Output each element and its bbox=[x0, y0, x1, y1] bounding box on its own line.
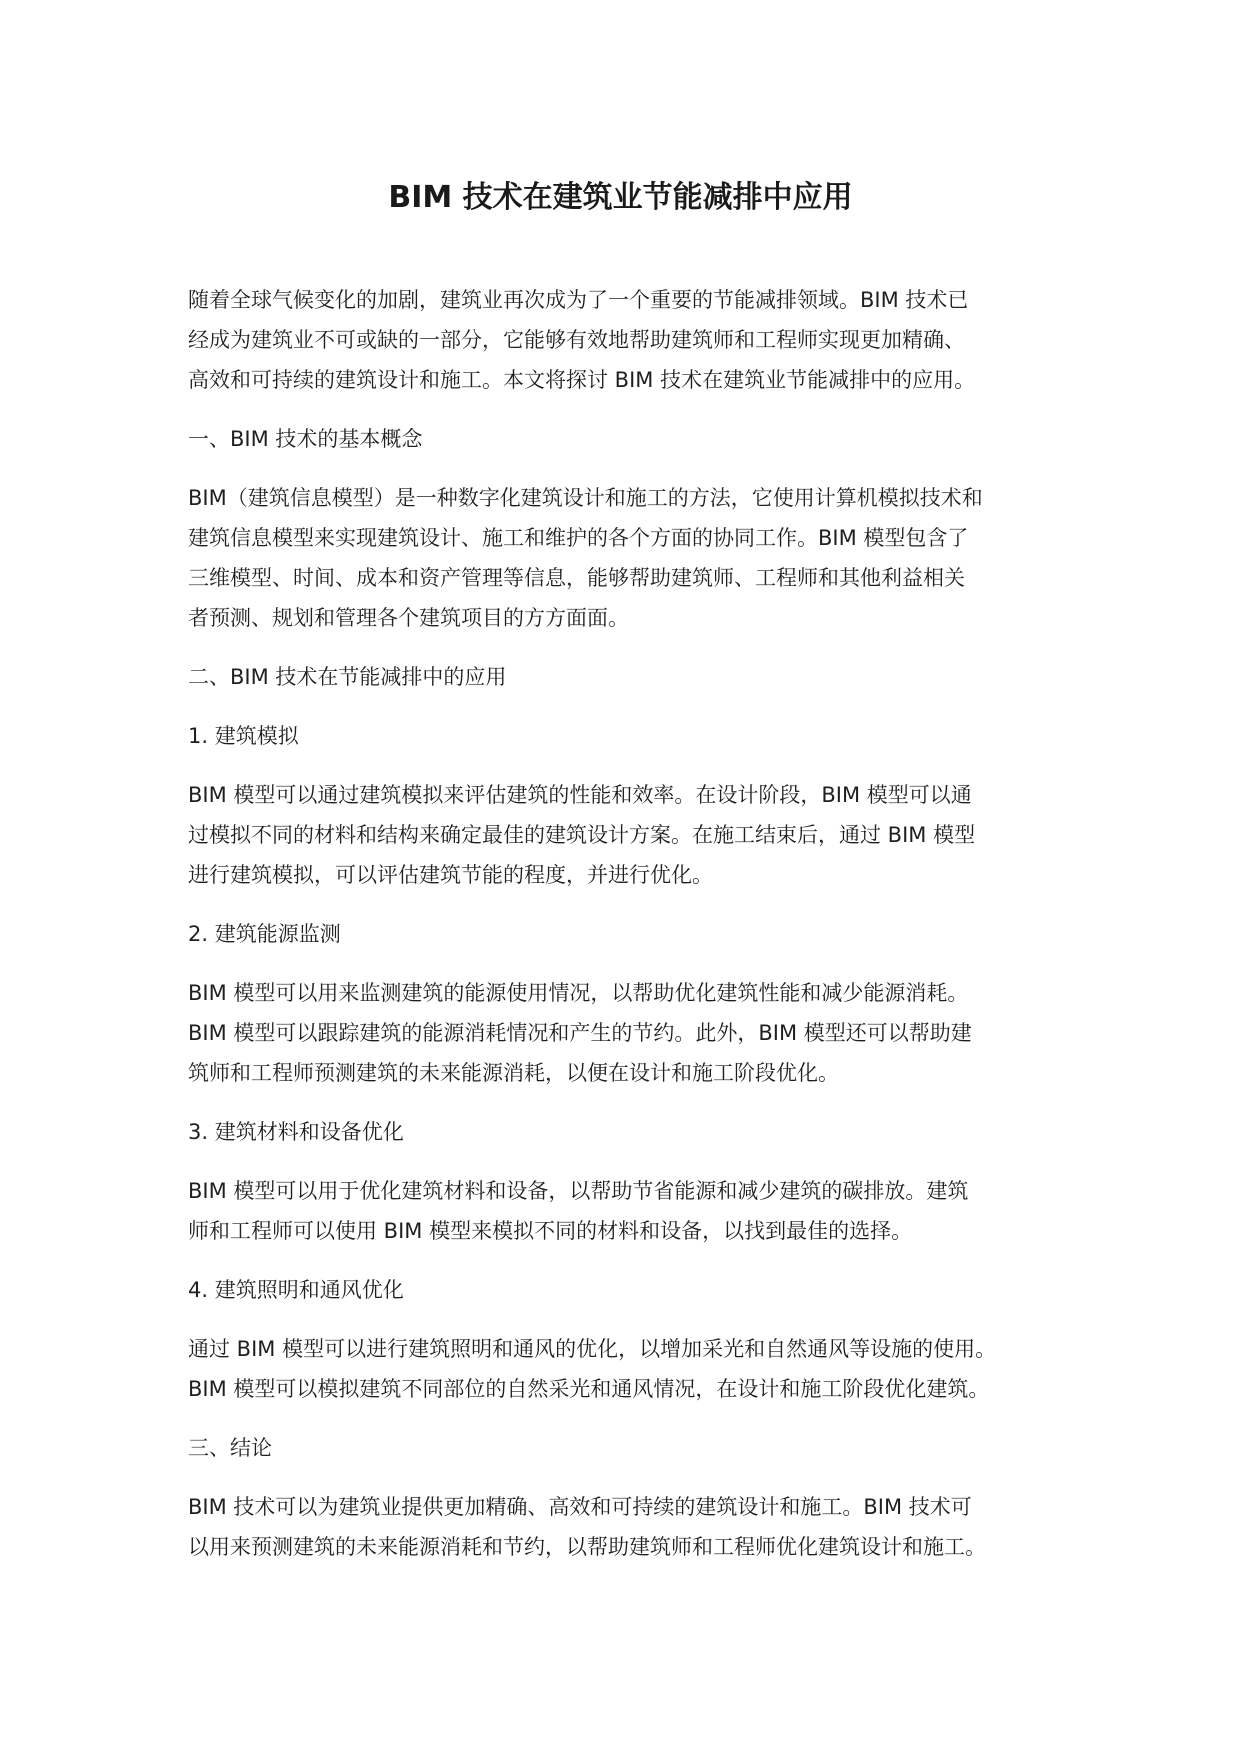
text-line: BIM 模型可以跟踪建筑的能源消耗情况和产生的节约。此外，BIM 模型还可以帮助建 bbox=[188, 1021, 972, 1045]
subsection-paragraph bbox=[188, 1329, 1078, 1409]
text-line: 三维模型、时间、成本和资产管理等信息，能够帮助建筑师、工程师和其他利益相关 bbox=[188, 566, 965, 590]
section-heading: 二、BIM 技术在节能减排中的应用 bbox=[188, 665, 507, 689]
text-line: 经成为建筑业不可或缺的一部分，它能够有效地帮助建筑师和工程师实现更加精确、 bbox=[188, 328, 965, 352]
subsection-heading: 3. 建筑材料和设备优化 bbox=[188, 1120, 404, 1144]
text-line: BIM 模型可以用来监测建筑的能源使用情况，以帮助优化建筑性能和减少能源消耗。 bbox=[188, 981, 969, 1005]
text-line: 以用来预测建筑的未来能源消耗和节约，以帮助建筑师和工程师优化建筑设计和施工。 bbox=[188, 1535, 986, 1559]
text-line: BIM 技术可以为建筑业提供更加精确、高效和可持续的建筑设计和施工。BIM 技术可 bbox=[188, 1495, 972, 1519]
document-body bbox=[188, 280, 1078, 1586]
text-line: 者预测、规划和管理各个建筑项目的方方面面。 bbox=[188, 606, 629, 630]
subsection-heading: 1. 建筑模拟 bbox=[188, 724, 299, 748]
text-line: 筑师和工程师预测建筑的未来能源消耗，以便在设计和施工阶段优化。 bbox=[188, 1061, 839, 1085]
subsection-paragraph bbox=[188, 775, 1078, 895]
section-paragraph bbox=[188, 1487, 1078, 1567]
text-line: 高效和可持续的建筑设计和施工。本文将探讨 BIM 技术在建筑业节能减排中的应用。 bbox=[188, 368, 976, 392]
text-line: 过模拟不同的材料和结构来确定最佳的建筑设计方案。在施工结束后，通过 BIM 模型 bbox=[188, 823, 976, 847]
text-line: BIM 模型可以模拟建筑不同部位的自然采光和通风情况，在设计和施工阶段优化建筑。 bbox=[188, 1377, 990, 1401]
document-title: BIM 技术在建筑业节能减排中应用 bbox=[388, 180, 853, 215]
text-line: 随着全球气候变化的加剧，建筑业再次成为了一个重要的节能减排领域。BIM 技术已 bbox=[188, 288, 969, 312]
subsection-paragraph bbox=[188, 973, 1078, 1093]
section-paragraph bbox=[188, 478, 1078, 638]
subsection-paragraph bbox=[188, 1171, 1078, 1251]
text-line: 师和工程师可以使用 BIM 模型来模拟不同的材料和设备，以找到最佳的选择。 bbox=[188, 1219, 913, 1243]
subsection-heading: 2. 建筑能源监测 bbox=[188, 922, 341, 946]
text-line: 建筑信息模型来实现建筑设计、施工和维护的各个方面的协同工作。BIM 模型包含了 bbox=[188, 526, 969, 550]
text-line: 进行建筑模拟，可以评估建筑节能的程度，并进行优化。 bbox=[188, 863, 713, 887]
text-line: 通过 BIM 模型可以进行建筑照明和通风的优化，以增加采光和自然通风等设施的使用。 bbox=[188, 1337, 997, 1361]
subsection-heading: 4. 建筑照明和通风优化 bbox=[188, 1278, 404, 1302]
text-line: BIM 模型可以通过建筑模拟来评估建筑的性能和效率。在设计阶段，BIM 模型可以通 bbox=[188, 783, 972, 807]
text-line: BIM 模型可以用于优化建筑材料和设备，以帮助节省能源和减少建筑的碳排放。建筑 bbox=[188, 1179, 969, 1203]
section-heading: 三、结论 bbox=[188, 1436, 272, 1460]
section-heading: 一、BIM 技术的基本概念 bbox=[188, 427, 423, 451]
intro-paragraph bbox=[188, 280, 1078, 400]
text-line: BIM（建筑信息模型）是一种数字化建筑设计和施工的方法，它使用计算机模拟技术和 bbox=[188, 486, 983, 510]
